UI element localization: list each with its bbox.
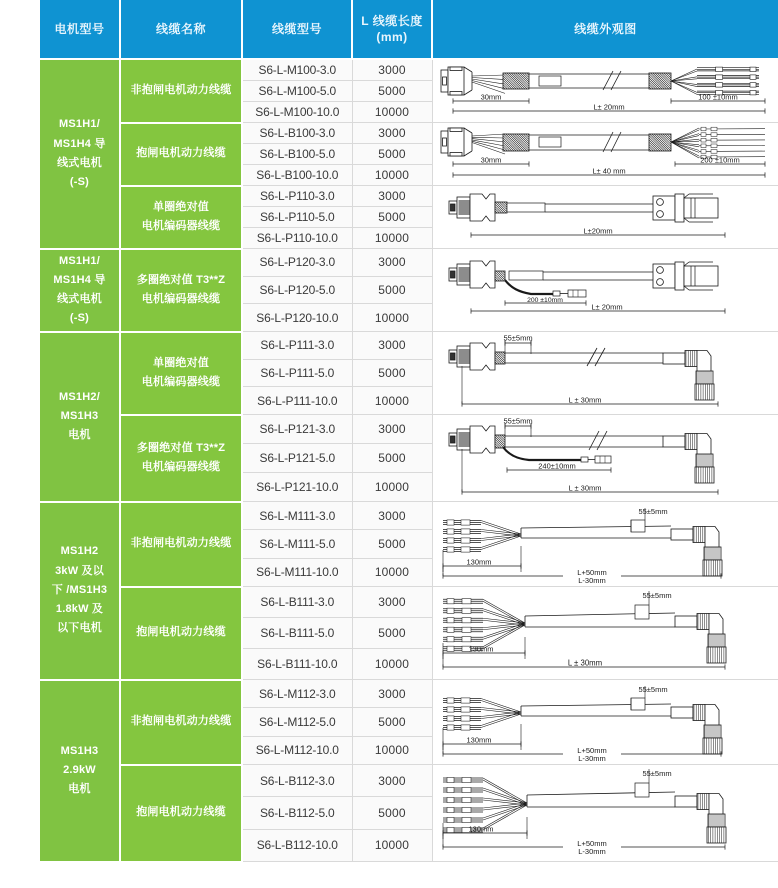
cable-outline-diagram-encoder-angled-single bbox=[432, 332, 778, 415]
svg-text:55±5mm: 55±5mm bbox=[503, 333, 533, 343]
cable-length-cell: 10000 bbox=[352, 165, 432, 186]
svg-text:L ± 30mm: L ± 30mm bbox=[568, 395, 602, 405]
cable-name-line: 多圈绝对值 T3**Z bbox=[136, 441, 226, 454]
svg-text:55±5mm: 55±5mm bbox=[638, 507, 668, 516]
cable-name-line: 抱闸电机动力线缆 bbox=[136, 626, 226, 639]
cable-part-number-cell: S6-L-P121-5.0 bbox=[242, 444, 352, 473]
cable-part-number-cell: S6-L-B112-5.0 bbox=[242, 797, 352, 829]
cable-outline-diagram-power-flying-lead-1 bbox=[432, 59, 778, 123]
cable-outline-diagram-power-angled-6wire bbox=[432, 587, 778, 680]
cable-name-line: 非抱闸电机动力线缆 bbox=[130, 715, 232, 728]
motor-model-line: (-S) bbox=[69, 312, 90, 325]
svg-text:130mm: 130mm bbox=[466, 557, 492, 567]
svg-text:55±5mm: 55±5mm bbox=[638, 685, 668, 694]
cable-part-number-cell: S6-L-M100-5.0 bbox=[242, 81, 352, 102]
cable-length-cell: 3000 bbox=[352, 587, 432, 618]
cable-name-line: 电机编码器线缆 bbox=[141, 293, 221, 305]
svg-text:L± 20mm: L± 20mm bbox=[593, 102, 625, 112]
cable-name-line: 多圈绝对值 T3**Z bbox=[136, 273, 226, 286]
cable-part-number-cell: S6-L-M111-3.0 bbox=[242, 502, 352, 530]
svg-text:L± 20mm: L± 20mm bbox=[591, 302, 623, 312]
svg-text:L+50mm: L+50mm bbox=[577, 839, 607, 848]
cable-outline-diagram-power-angled-6wire-b bbox=[432, 765, 778, 862]
cable-length-cell: 3000 bbox=[352, 765, 432, 797]
svg-text:130mm: 130mm bbox=[468, 824, 494, 834]
svg-text:L ± 30mm: L ± 30mm bbox=[567, 658, 603, 668]
cable-outline-diagram-encoder-multi-turn-battery bbox=[432, 249, 778, 332]
cable-name-cell bbox=[120, 415, 242, 502]
cable-part-number-cell: S6-L-B111-3.0 bbox=[242, 587, 352, 618]
header-row bbox=[40, 0, 778, 59]
cable-name-cell bbox=[120, 186, 242, 249]
svg-text:200 ±10mm: 200 ±10mm bbox=[527, 297, 563, 304]
cable-length-cell: 5000 bbox=[352, 797, 432, 829]
table-row bbox=[40, 59, 778, 81]
svg-text:L-30mm: L-30mm bbox=[578, 576, 606, 585]
table-row bbox=[40, 587, 778, 618]
svg-text:L+50mm: L+50mm bbox=[577, 746, 607, 755]
svg-text:30mm: 30mm bbox=[480, 155, 502, 165]
cable-part-number-cell: S6-L-B112-10.0 bbox=[242, 829, 352, 861]
motor-model-line: 下 /MS1H3 bbox=[51, 583, 108, 596]
cable-part-number-cell: S6-L-P110-3.0 bbox=[242, 186, 352, 207]
cable-part-number-cell: S6-L-M111-5.0 bbox=[242, 530, 352, 558]
table-row bbox=[40, 415, 778, 444]
table-row bbox=[40, 502, 778, 530]
cable-outline-diagram-power-angled-4wire bbox=[432, 502, 778, 587]
cable-part-number-cell: S6-L-P121-10.0 bbox=[242, 473, 352, 502]
cable-name-cell bbox=[120, 680, 242, 765]
cable-name-cell bbox=[120, 123, 242, 186]
table-header bbox=[40, 0, 778, 59]
cable-name-cell bbox=[120, 59, 242, 123]
motor-model-cell bbox=[40, 249, 120, 332]
cable-name-line: 单圈绝对值 bbox=[153, 356, 209, 369]
svg-text:200 ±10mm: 200 ±10mm bbox=[700, 155, 740, 165]
svg-text:55±5mm: 55±5mm bbox=[642, 591, 672, 600]
cable-part-number-cell: S6-L-B111-5.0 bbox=[242, 618, 352, 649]
motor-model-line: 2.9kW bbox=[63, 763, 96, 776]
cable-name-line: 电机编码器线缆 bbox=[141, 220, 221, 232]
cable-length-cell: 10000 bbox=[352, 304, 432, 332]
cable-part-number-cell: S6-L-P120-5.0 bbox=[242, 276, 352, 304]
svg-text:L-30mm: L-30mm bbox=[578, 754, 606, 763]
table-row bbox=[40, 249, 778, 277]
table-row bbox=[40, 123, 778, 144]
cable-length-cell: 5000 bbox=[352, 444, 432, 473]
cable-outline-diagram-power-angled-4wire-b bbox=[432, 680, 778, 765]
cable-part-number-cell: S6-L-M111-10.0 bbox=[242, 558, 352, 586]
cable-part-number-cell: S6-L-P121-3.0 bbox=[242, 415, 352, 444]
svg-text:55±5mm: 55±5mm bbox=[642, 769, 672, 778]
cable-part-number-cell: S6-L-M100-3.0 bbox=[242, 59, 352, 81]
cable-length-cell: 3000 bbox=[352, 123, 432, 144]
cable-name-line: 非抱闸电机动力线缆 bbox=[130, 537, 232, 550]
cable-length-cell: 3000 bbox=[352, 186, 432, 207]
cable-specification-table bbox=[40, 0, 778, 863]
motor-model-line: MS1H2/ bbox=[59, 390, 100, 403]
cable-name-line: 电机编码器线缆 bbox=[141, 461, 221, 473]
cable-part-number-cell: S6-L-P120-10.0 bbox=[242, 304, 352, 332]
cable-name-line: 抱闸电机动力线缆 bbox=[136, 806, 226, 819]
cable-part-number-cell: S6-L-B112-3.0 bbox=[242, 765, 352, 797]
motor-model-line: 电机 bbox=[68, 783, 91, 796]
cable-length-cell: 5000 bbox=[352, 708, 432, 736]
motor-model-cell bbox=[40, 332, 120, 502]
cable-length-cell: 10000 bbox=[352, 102, 432, 123]
cable-part-number-cell: S6-L-P111-3.0 bbox=[242, 332, 352, 360]
cable-part-number-cell: S6-L-M100-10.0 bbox=[242, 102, 352, 123]
svg-text:L-30mm: L-30mm bbox=[578, 847, 606, 856]
motor-model-line: MS1H4 导 bbox=[53, 137, 106, 150]
motor-model-line: 3kW 及以 bbox=[55, 564, 104, 577]
table-row bbox=[40, 765, 778, 797]
svg-text:L ± 30mm: L ± 30mm bbox=[568, 483, 602, 493]
table-row bbox=[40, 186, 778, 207]
cable-part-number-cell: S6-L-P120-3.0 bbox=[242, 249, 352, 277]
cable-part-number-cell: S6-L-M112-10.0 bbox=[242, 736, 352, 764]
cable-name-cell bbox=[120, 332, 242, 415]
cable-length-cell: 3000 bbox=[352, 502, 432, 530]
cable-name-line: 电机编码器线缆 bbox=[141, 376, 221, 388]
svg-text:130mm: 130mm bbox=[466, 735, 492, 745]
svg-text:30mm: 30mm bbox=[480, 92, 502, 102]
cable-length-cell: 5000 bbox=[352, 359, 432, 387]
motor-model-cell bbox=[40, 680, 120, 862]
cable-length-cell: 3000 bbox=[352, 249, 432, 277]
cable-length-cell: 5000 bbox=[352, 81, 432, 102]
cable-part-number-cell: S6-L-P110-10.0 bbox=[242, 228, 352, 249]
cable-part-number-cell: S6-L-B100-3.0 bbox=[242, 123, 352, 144]
svg-text:100 ±10mm: 100 ±10mm bbox=[698, 92, 738, 102]
svg-text:130mm: 130mm bbox=[468, 644, 494, 654]
motor-model-line: MS1H1/ bbox=[59, 254, 100, 267]
table-row bbox=[40, 680, 778, 708]
motor-model-line: 电机 bbox=[68, 429, 91, 442]
cable-length-cell: 10000 bbox=[352, 228, 432, 249]
cable-length-cell: 10000 bbox=[352, 736, 432, 764]
motor-model-line: 线式电机 bbox=[57, 156, 102, 169]
cable-length-cell: 3000 bbox=[352, 59, 432, 81]
cable-length-cell: 10000 bbox=[352, 829, 432, 861]
svg-text:L+50mm: L+50mm bbox=[577, 568, 607, 577]
motor-model-line: MS1H2 bbox=[60, 545, 99, 558]
cable-length-cell: 10000 bbox=[352, 649, 432, 680]
cable-name-cell bbox=[120, 502, 242, 587]
cable-outline-diagram-power-flying-lead-2 bbox=[432, 123, 778, 186]
svg-text:55±5mm: 55±5mm bbox=[503, 416, 533, 426]
col-header-cable-length-line1: L 线缆长度 bbox=[361, 13, 423, 28]
motor-model-line: 以下电机 bbox=[57, 622, 102, 635]
col-header-cable-length bbox=[352, 0, 432, 59]
col-header-cable-length-line2: (mm) bbox=[376, 30, 408, 44]
col-header-motor-model: 电机型号 bbox=[40, 0, 120, 59]
cable-part-number-cell: S6-L-B111-10.0 bbox=[242, 649, 352, 680]
svg-text:240±10mm: 240±10mm bbox=[538, 461, 576, 471]
table-row bbox=[40, 332, 778, 360]
cable-length-cell: 10000 bbox=[352, 387, 432, 415]
cable-part-number-cell: S6-L-P110-5.0 bbox=[242, 207, 352, 228]
cable-length-cell: 5000 bbox=[352, 618, 432, 649]
svg-text:L± 40 mm: L± 40 mm bbox=[592, 166, 626, 176]
cable-length-cell: 5000 bbox=[352, 144, 432, 165]
motor-model-cell bbox=[40, 502, 120, 680]
cable-name-line: 单圈绝对值 bbox=[153, 200, 209, 213]
cable-length-cell: 5000 bbox=[352, 530, 432, 558]
cable-part-number-cell: S6-L-P111-5.0 bbox=[242, 359, 352, 387]
cable-part-number-cell: S6-L-M112-5.0 bbox=[242, 708, 352, 736]
cable-length-cell: 5000 bbox=[352, 276, 432, 304]
cable-part-number-cell: S6-L-B100-5.0 bbox=[242, 144, 352, 165]
motor-model-line: (-S) bbox=[69, 176, 90, 188]
motor-model-line: MS1H4 导 bbox=[53, 273, 106, 286]
cable-name-line: 抱闸电机动力线缆 bbox=[136, 147, 226, 160]
motor-model-line: MS1H3 bbox=[60, 744, 99, 757]
cable-length-cell: 3000 bbox=[352, 680, 432, 708]
cable-outline-diagram-encoder-angled-battery bbox=[432, 415, 778, 502]
cable-length-cell: 10000 bbox=[352, 473, 432, 502]
table-body bbox=[40, 59, 778, 862]
cable-name-line: 非抱闸电机动力线缆 bbox=[130, 84, 232, 97]
cable-name-cell bbox=[120, 587, 242, 680]
cable-name-cell bbox=[120, 249, 242, 332]
cable-outline-diagram-encoder-single-turn bbox=[432, 186, 778, 249]
svg-text:L±20mm: L±20mm bbox=[583, 226, 613, 236]
cable-part-number-cell: S6-L-M112-3.0 bbox=[242, 680, 352, 708]
col-header-cable-outline-drawing: 线缆外观图 bbox=[432, 0, 778, 59]
cable-part-number-cell: S6-L-B100-10.0 bbox=[242, 165, 352, 186]
cable-length-cell: 5000 bbox=[352, 207, 432, 228]
cable-part-number-cell: S6-L-P111-10.0 bbox=[242, 387, 352, 415]
cable-name-cell bbox=[120, 765, 242, 862]
cable-length-cell: 3000 bbox=[352, 415, 432, 444]
cable-length-cell: 3000 bbox=[352, 332, 432, 360]
cable-length-cell: 10000 bbox=[352, 558, 432, 586]
col-header-cable-name: 线缆名称 bbox=[120, 0, 242, 59]
motor-model-line: 线式电机 bbox=[57, 293, 102, 305]
motor-model-line: MS1H3 bbox=[60, 409, 99, 422]
motor-model-line: 1.8kW 及 bbox=[55, 603, 104, 616]
motor-model-line: MS1H1/ bbox=[59, 118, 100, 131]
col-header-cable-part-number: 线缆型号 bbox=[242, 0, 352, 59]
motor-model-cell bbox=[40, 59, 120, 249]
